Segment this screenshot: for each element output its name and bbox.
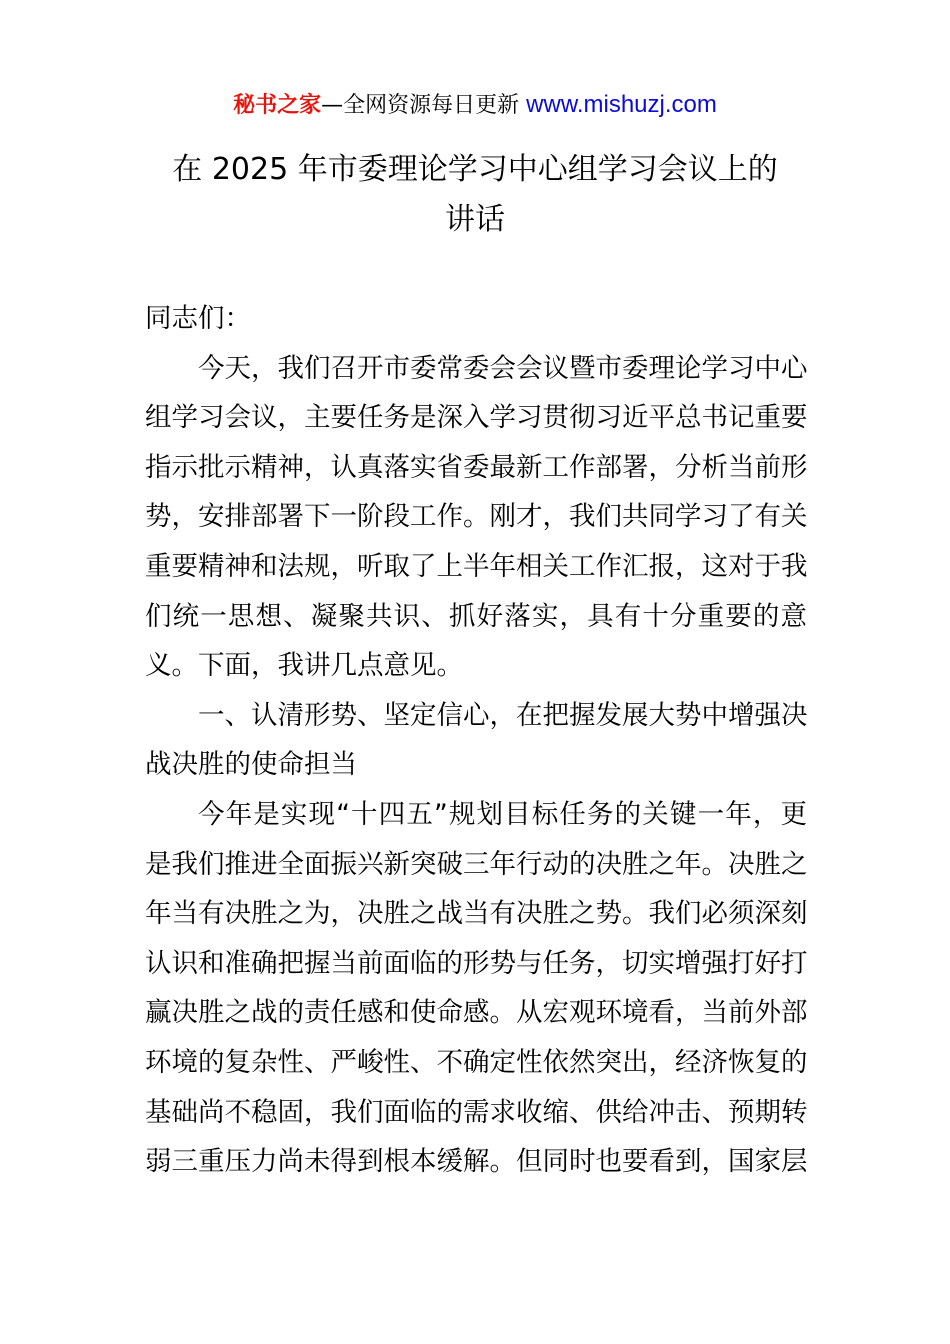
section-heading-line: 一、认清形势、坚定信心，在把握发展大势中增强决 [198, 699, 808, 731]
title-line: 讲话 [445, 202, 505, 237]
section-heading-line: 战决胜的使命担当 [145, 749, 357, 781]
paragraph-line: 基础尚不稳固，我们面临的需求收缩、供给冲击、预期转 [145, 1096, 808, 1128]
paragraph-line: 今天，我们召开市委常委会会议暨市委理论学习中心 [198, 352, 808, 384]
paragraph-line: 义。下面，我讲几点意见。 [145, 650, 463, 682]
paragraph-line: 环境的复杂性、严峻性、不确定性依然突出，经济恢复的 [145, 1046, 808, 1078]
header-tagline: —全网资源每日更新 [321, 93, 520, 118]
paragraph-line: 重要精神和法规，听取了上半年相关工作汇报，这对于我 [145, 550, 808, 582]
site-link[interactable]: www.mishuzj.com [526, 91, 717, 118]
paragraph-line: 势，安排部署下一阶段工作。刚才，我们共同学习了有关 [145, 501, 808, 533]
paragraph-line: 今年是实现“十四五”规划目标任务的关键一年，更 [198, 798, 807, 830]
salutation: 同志们： [145, 303, 251, 334]
paragraph-line: 认识和准确把握当前面临的形势与任务，切实增强打好打 [145, 947, 808, 979]
document-body [145, 294, 807, 1187]
paragraph-line: 们统一思想、凝聚共识、抓好落实，具有十分重要的意 [145, 600, 807, 632]
paragraph-line: 是我们推进全面振兴新突破三年行动的决胜之年。决胜之 [145, 848, 808, 880]
title-line: 在 2025 年市委理论学习中心组学习会议上的 [172, 152, 778, 187]
brand-name: 秘书之家 [233, 93, 322, 118]
document-title [150, 145, 800, 245]
site-header-banner [0, 88, 950, 123]
paragraph-line: 弱三重压力尚未得到根本缓解。但同时也要看到，国家层 [145, 1146, 808, 1178]
paragraph-line: 年当有决胜之为，决胜之战当有决胜之势。我们必须深刻 [145, 898, 808, 930]
paragraph-line: 指示批示精神，认真落实省委最新工作部署，分析当前形 [145, 451, 808, 483]
paragraph-line: 赢决胜之战的责任感和使命感。从宏观环境看，当前外部 [145, 997, 808, 1029]
paragraph-line: 组学习会议，主要任务是深入学习贯彻习近平总书记重要 [145, 402, 808, 434]
